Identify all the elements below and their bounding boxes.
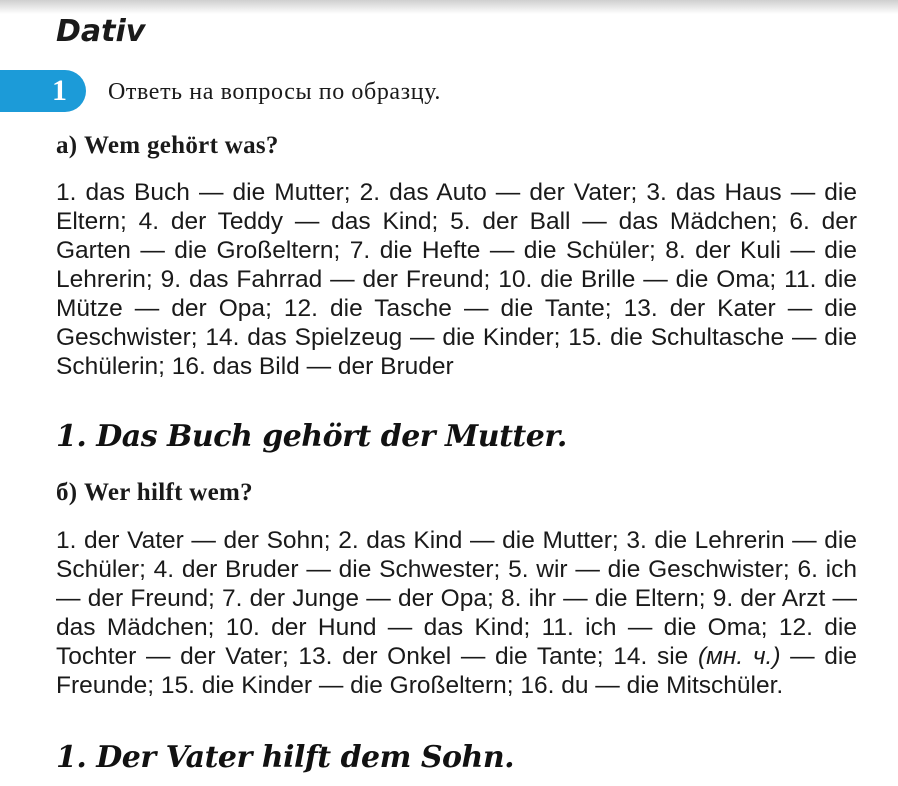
section-title: Dativ	[56, 14, 146, 49]
part-a-heading: а) Wem gehört was?	[56, 132, 279, 159]
part-a-exercise-text	[56, 178, 857, 381]
part-b-text-before: 1. der Vater — der Sohn; 2. das Kind — die Mutter; 3. die Lehrerin — die Schüler; 4. der Bruder — die Schwester; 5. wir — die Geschwister; 6. ich — der Freund; 7. der Junge — der Opa; 8. ihr — die Eltern; 9. der Arzt — das Mädchen; 10. der Hund — das Kind; 11. ich — die Oma; 12. die Tochter — der Vater; 13. der Onkel — die Tante; 14. sie	[56, 527, 857, 670]
task-number: 1	[52, 74, 67, 107]
part-b-exercise-text	[56, 526, 857, 700]
task-number-badge	[0, 70, 86, 112]
part-b-example: 1. Der Vater hilft dem Sohn.	[56, 740, 515, 775]
part-b-heading: б) Wer hilft wem?	[56, 479, 253, 506]
part-b-text-after: — die Freunde; 15. die Kinder — die Großeltern; 16. du — die Mitschüler.	[56, 643, 857, 699]
task-header	[0, 70, 898, 112]
plural-note: (мн. ч.)	[697, 643, 781, 670]
top-shadow	[0, 0, 898, 14]
task-instruction: Ответь на вопросы по образцу.	[108, 79, 442, 105]
part-a-example: 1. Das Buch gehört der Mutter.	[56, 419, 567, 454]
part-a-text: 1. das Buch — die Mutter; 2. das Auto — der Vater; 3. das Haus — die Eltern; 4. der Teddy — das Kind; 5. der Ball — das Mädchen; 6. der Garten — die Großeltern; 7. die Hefte — die Schüler; 8. der Kuli — die Lehrerin; 9. das Fahrrad — der Freund; 10. die Brille — die Oma; 11. die Mütze — der Opa; 12. die Tasche — die Tante; 13. der Kater — die Geschwister; 14. das Spielzeug — die Kinder; 15. die Schultasche — die Schülerin; 16. das Bild — der Bruder	[56, 179, 857, 380]
